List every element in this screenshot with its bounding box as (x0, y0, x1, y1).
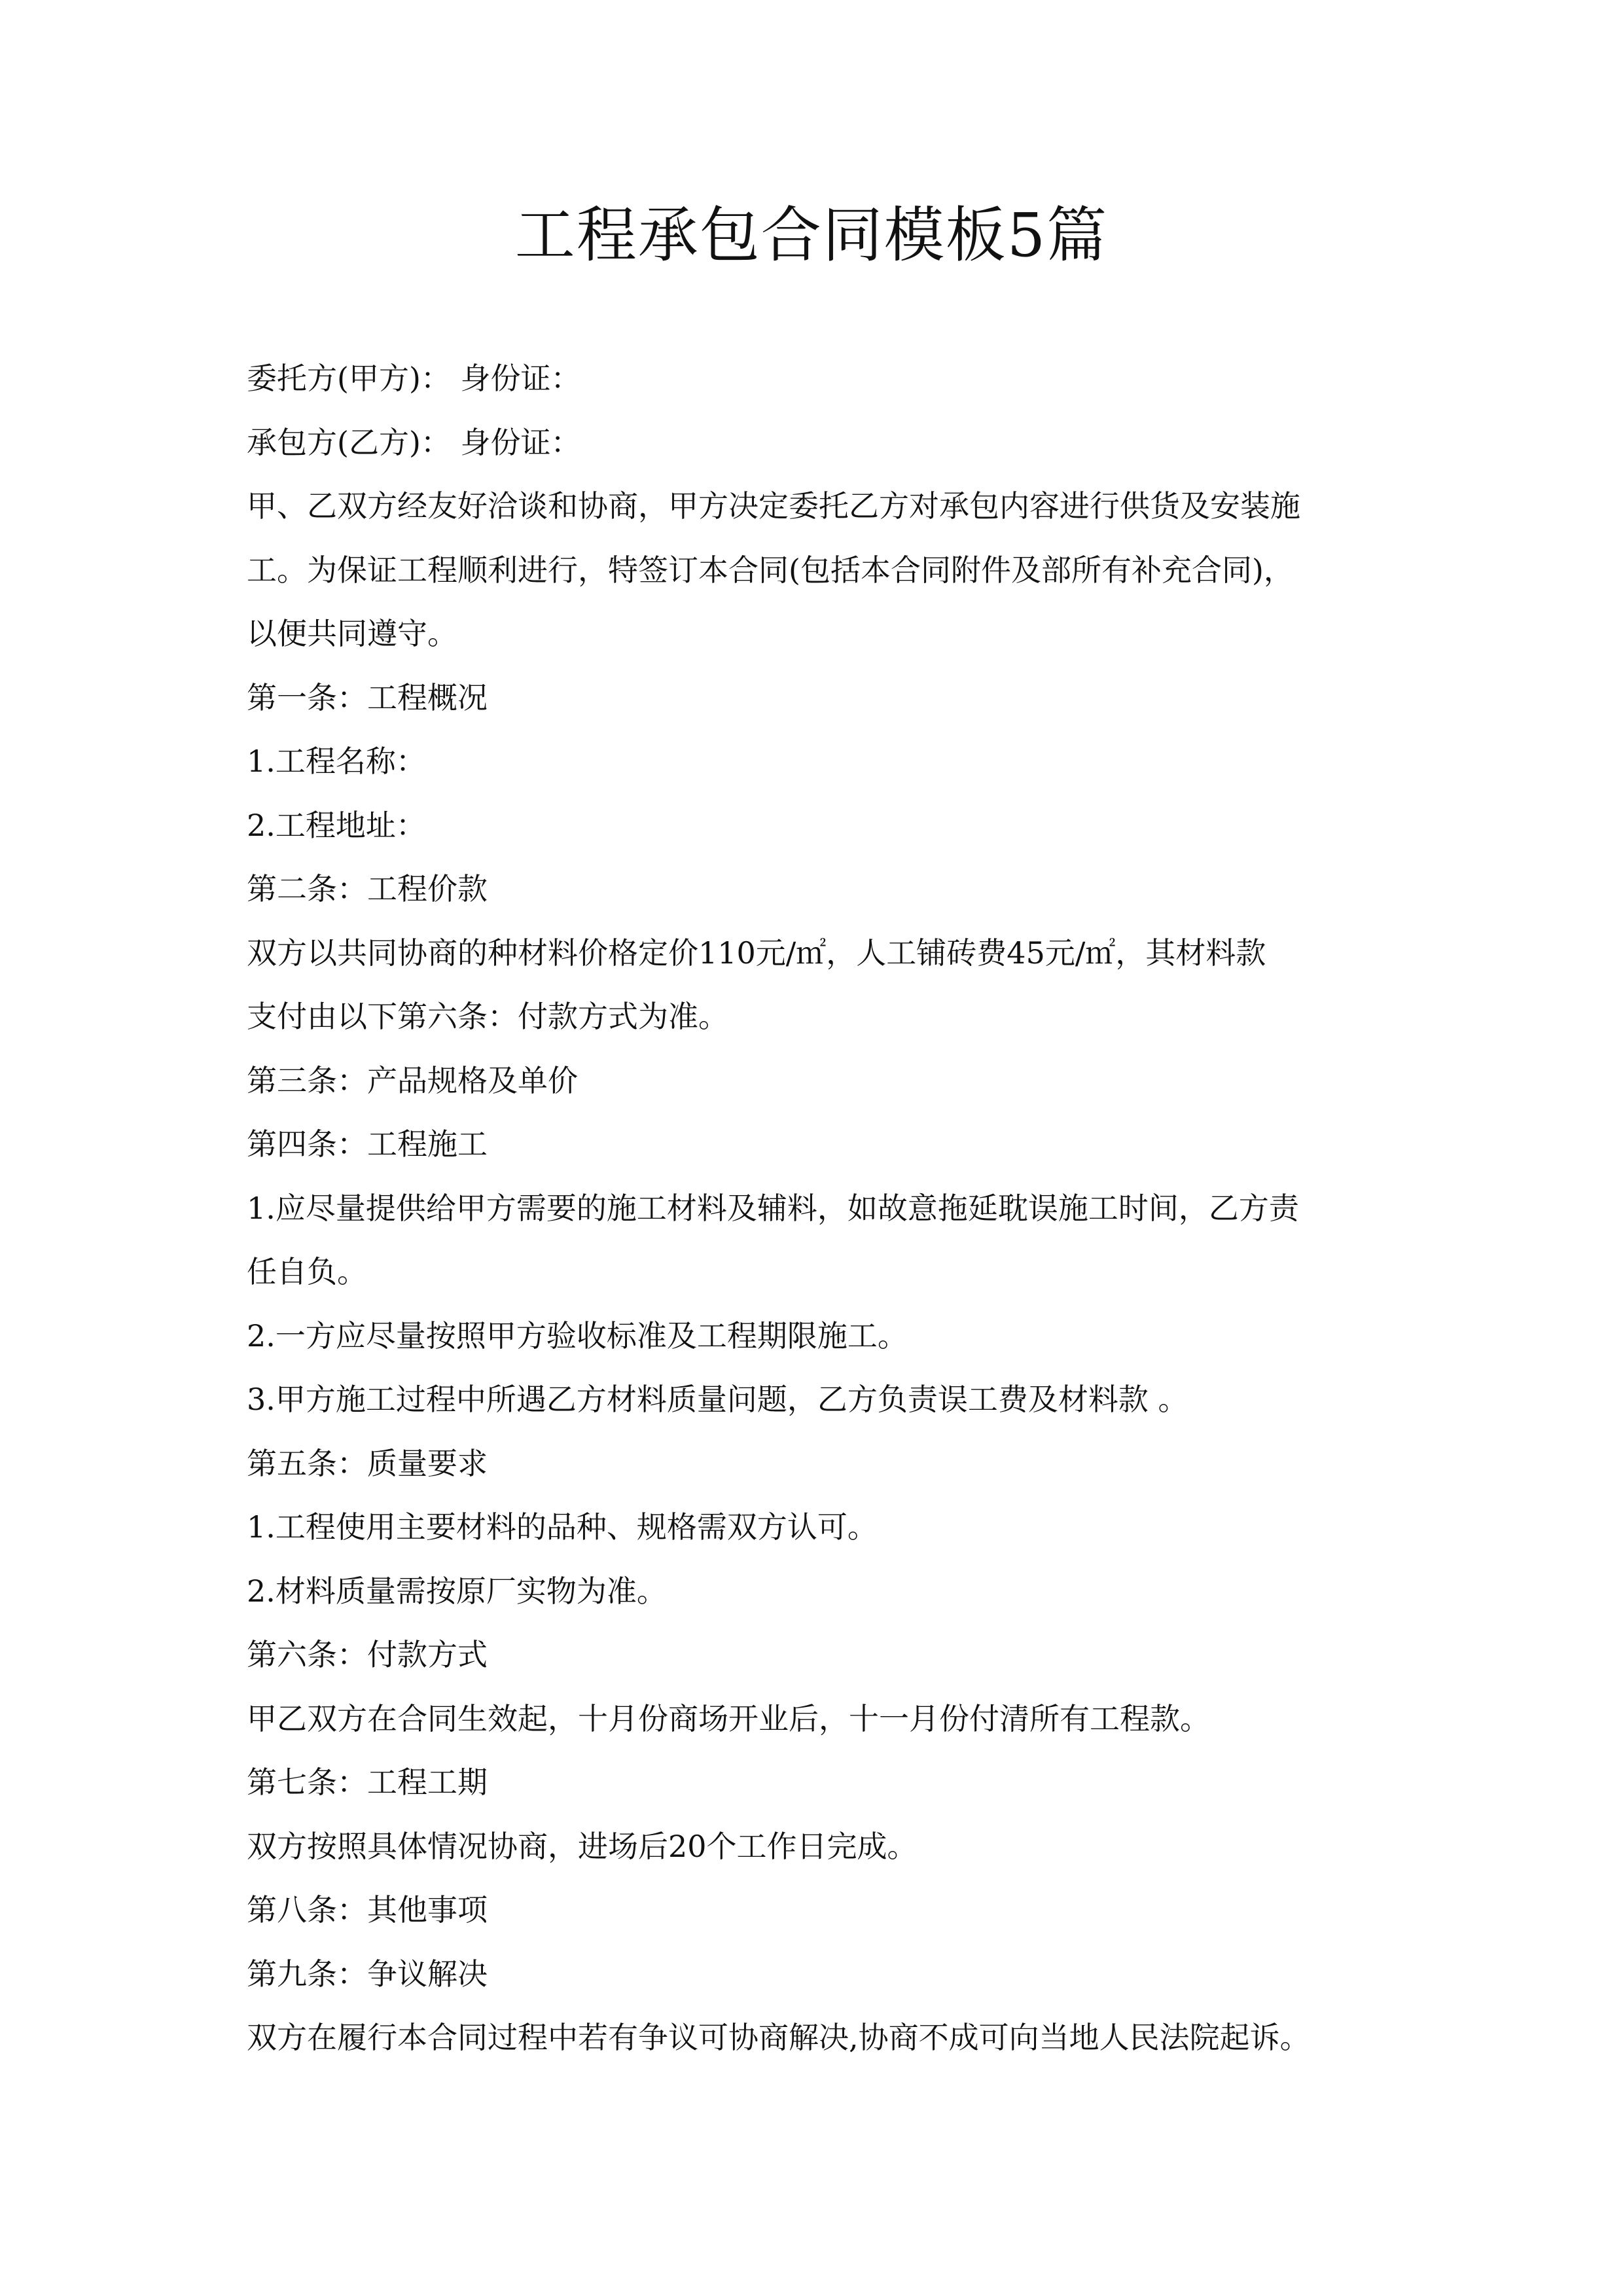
article-1-item-1: 1.工程名称： (247, 744, 426, 779)
article-4-item-1-line-2: 任自负。 (247, 1254, 367, 1289)
article-4-heading: 第四条：工程施工 (247, 1126, 488, 1162)
article-8-heading: 第八条：其他事项 (247, 1892, 488, 1928)
article-6-heading: 第六条：付款方式 (247, 1637, 488, 1672)
article-3-heading: 第三条：产品规格及单价 (247, 1062, 578, 1098)
article-2-text-line-1: 双方以共同协商的种材料价格定价110元/㎡，人工铺砖费45元/㎡，其材料款 (247, 935, 1266, 971)
intro-paragraph-line-1: 甲、乙双方经友好洽谈和协商，甲方决定委托乙方对承包内容进行供货及安装施 (247, 488, 1300, 524)
intro-paragraph-line-2: 工。为保证工程顺利进行，特签订本合同(包括本合同附件及部所有补充合同)， (247, 552, 1294, 588)
article-2-heading: 第二条：工程价款 (247, 871, 488, 906)
article-7-heading: 第七条：工程工期 (247, 1765, 488, 1800)
article-4-item-2: 2.一方应尽量按照甲方验收标准及工程期限施工。 (247, 1318, 908, 1354)
document-body (247, 347, 1399, 2070)
article-7-text: 双方按照具体情况协商，进场后20个工作日完成。 (247, 1828, 918, 1864)
article-5-item-2: 2.材料质量需按原厂实物为准。 (247, 1573, 667, 1609)
article-5-heading: 第五条：质量要求 (247, 1445, 488, 1481)
article-9-text: 双方在履行本合同过程中若有争议可协商解决,协商不成可向当地人民法院起诉。 (247, 2020, 1310, 2055)
party-b-line: 承包方(乙方)： 身份证： (247, 424, 581, 460)
article-4-item-3: 3.甲方施工过程中所遇乙方材料质量问题，乙方负责误工费及材料款 。 (247, 1382, 1188, 1417)
article-1-heading: 第一条：工程概况 (247, 679, 488, 715)
intro-paragraph-line-3: 以便共同遵守。 (247, 616, 457, 651)
party-a-line: 委托方(甲方)： 身份证： (247, 361, 581, 396)
article-4-item-1-line-1: 1.应尽量提供给甲方需要的施工材料及辅料，如故意拖延耽误施工时间，乙方责 (247, 1190, 1299, 1226)
article-9-heading: 第九条：争议解决 (247, 1956, 488, 1992)
article-5-item-1: 1.工程使用主要材料的品种、规格需双方认可。 (247, 1509, 878, 1545)
article-1-item-2: 2.工程地址： (247, 807, 426, 843)
article-6-text: 甲乙双方在合同生效起，十月份商场开业后，十一月份付清所有工程款。 (247, 1700, 1210, 1736)
document-title: 工程承包合同模板5篇 (514, 200, 1109, 270)
article-2-text-line-2: 支付由以下第六条：付款方式为准。 (247, 999, 728, 1034)
